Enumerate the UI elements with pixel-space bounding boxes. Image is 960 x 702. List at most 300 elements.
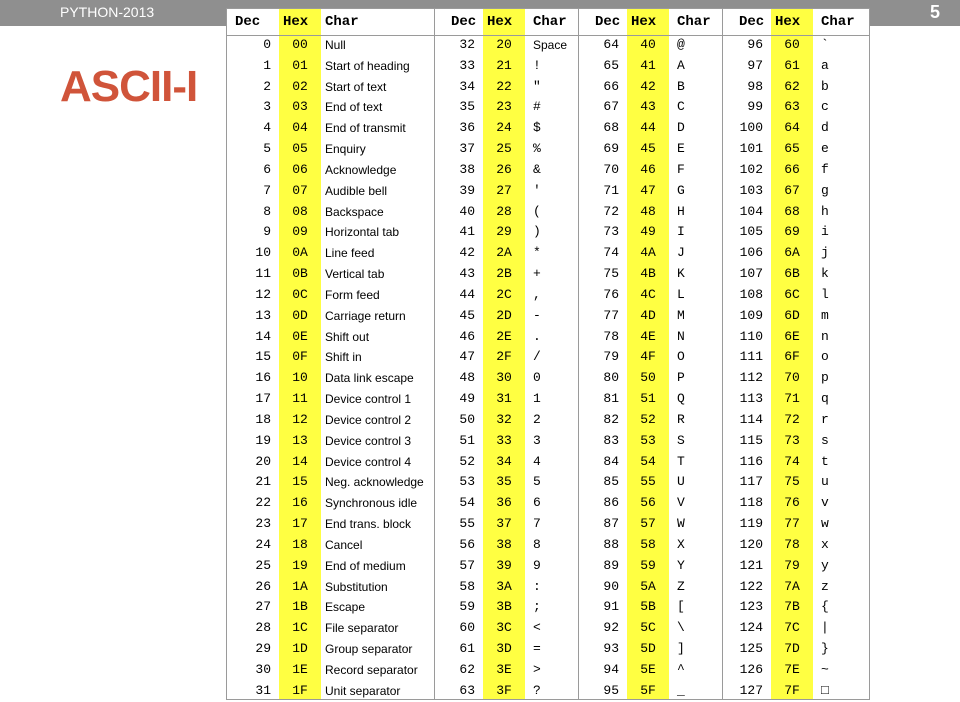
char-value: = bbox=[533, 641, 541, 657]
hex-value: 4E bbox=[640, 328, 656, 344]
char-value: / bbox=[533, 349, 541, 365]
table-row bbox=[435, 285, 578, 306]
hex-value: 6A bbox=[784, 245, 800, 261]
char-value: : bbox=[533, 578, 541, 594]
page-number: 5 bbox=[929, 2, 940, 22]
table-row bbox=[579, 222, 722, 243]
dec-value: 104 bbox=[739, 203, 763, 219]
hex-value: 52 bbox=[640, 411, 656, 427]
table-row bbox=[227, 222, 434, 243]
dec-value: 6 bbox=[263, 161, 271, 177]
dec-value: 64 bbox=[603, 37, 619, 52]
dec-value: 43 bbox=[459, 266, 475, 282]
char-value: t bbox=[821, 453, 829, 469]
dec-value: 108 bbox=[739, 286, 763, 302]
dec-value: 90 bbox=[603, 578, 619, 594]
char-value: , bbox=[533, 286, 541, 302]
table-row bbox=[579, 493, 722, 514]
dec-value: 97 bbox=[747, 57, 763, 73]
hex-value: 24 bbox=[496, 120, 512, 136]
char-value: N bbox=[677, 328, 685, 344]
hex-value: 06 bbox=[292, 161, 308, 177]
dec-value: 27 bbox=[255, 599, 271, 615]
table-row bbox=[723, 577, 869, 598]
char-value: } bbox=[821, 641, 829, 657]
char-value: < bbox=[533, 620, 541, 636]
dec-value: 68 bbox=[603, 120, 619, 136]
dec-value: 35 bbox=[459, 99, 475, 115]
dec-value: 75 bbox=[603, 266, 619, 282]
dec-value: 72 bbox=[603, 203, 619, 219]
hex-value: 7C bbox=[784, 620, 800, 636]
hex-value: 31 bbox=[496, 391, 512, 407]
table-row bbox=[435, 243, 578, 264]
dec-value: 70 bbox=[603, 161, 619, 177]
table-row bbox=[435, 222, 578, 243]
dec-value: 117 bbox=[739, 474, 763, 490]
header-char: Char bbox=[325, 14, 359, 30]
hex-value: 2C bbox=[496, 286, 512, 302]
table-row bbox=[723, 556, 869, 577]
hex-value: 10 bbox=[292, 370, 308, 386]
dec-value: 92 bbox=[603, 620, 619, 636]
table-row bbox=[227, 56, 434, 77]
table-row bbox=[723, 618, 869, 639]
char-value: Cancel bbox=[325, 537, 363, 552]
dec-value: 106 bbox=[739, 245, 763, 261]
char-value: u bbox=[821, 474, 829, 490]
dec-value: 8 bbox=[263, 203, 271, 219]
char-value: Device control 1 bbox=[325, 392, 412, 407]
table-row bbox=[227, 681, 434, 702]
table-header-row bbox=[723, 9, 869, 36]
hex-value: 09 bbox=[292, 224, 308, 240]
char-value: \ bbox=[677, 620, 685, 636]
char-value: Unit separator bbox=[325, 683, 401, 698]
hex-value: 4A bbox=[640, 245, 656, 261]
table-row bbox=[227, 139, 434, 160]
hex-value: 54 bbox=[640, 453, 656, 469]
slide-title: ASCII-I bbox=[60, 62, 198, 111]
char-value: @ bbox=[677, 37, 685, 52]
dec-value: 42 bbox=[459, 245, 475, 261]
table-header-row bbox=[435, 9, 578, 36]
char-value: 9 bbox=[533, 557, 541, 573]
dec-value: 50 bbox=[459, 411, 475, 427]
char-value: 3 bbox=[533, 432, 541, 448]
hex-value: 64 bbox=[784, 120, 800, 136]
dec-value: 55 bbox=[459, 516, 475, 532]
table-row bbox=[435, 681, 578, 702]
char-value: s bbox=[821, 432, 829, 448]
char-value: End of text bbox=[325, 100, 383, 115]
dec-value: 49 bbox=[459, 391, 475, 407]
char-value: l bbox=[821, 286, 829, 302]
dec-value: 34 bbox=[459, 78, 475, 94]
hex-value: 78 bbox=[784, 536, 800, 552]
hex-value: 51 bbox=[640, 391, 656, 407]
char-value: A bbox=[677, 57, 685, 73]
hex-value: 0D bbox=[292, 307, 308, 323]
dec-value: 84 bbox=[603, 453, 619, 469]
char-value: 0 bbox=[533, 370, 541, 386]
char-value: a bbox=[821, 57, 829, 73]
dec-value: 21 bbox=[255, 474, 271, 490]
hex-value: 1A bbox=[292, 578, 308, 594]
hex-value: 2F bbox=[496, 349, 512, 365]
dec-value: 91 bbox=[603, 599, 619, 615]
dec-value: 5 bbox=[263, 141, 271, 157]
table-row bbox=[435, 431, 578, 452]
char-value: Escape bbox=[325, 600, 366, 615]
header-dec: Dec bbox=[595, 14, 621, 30]
table-row bbox=[723, 472, 869, 493]
table-row bbox=[723, 222, 869, 243]
table-row bbox=[579, 597, 722, 618]
hex-value: 76 bbox=[784, 495, 800, 511]
dec-value: 60 bbox=[459, 620, 475, 636]
table-row bbox=[435, 77, 578, 98]
table-row bbox=[227, 660, 434, 681]
dec-value: 73 bbox=[603, 224, 619, 240]
hex-value: 48 bbox=[640, 203, 656, 219]
hex-value: 6D bbox=[784, 307, 800, 323]
char-value: 6 bbox=[533, 495, 541, 511]
dec-value: 24 bbox=[255, 536, 271, 552]
hex-value: 25 bbox=[496, 141, 512, 157]
dec-value: 44 bbox=[459, 286, 475, 302]
dec-value: 54 bbox=[459, 495, 475, 511]
char-value: ' bbox=[533, 182, 541, 198]
table-row bbox=[227, 264, 434, 285]
char-value: Backspace bbox=[325, 204, 384, 219]
hex-value: 5A bbox=[640, 578, 656, 594]
char-value: Line feed bbox=[325, 246, 375, 261]
table-row bbox=[723, 35, 869, 56]
hex-value: 5F bbox=[640, 682, 656, 698]
hex-value: 5B bbox=[640, 599, 656, 615]
char-value: d bbox=[821, 120, 829, 136]
char-value: i bbox=[821, 224, 829, 240]
char-value: 1 bbox=[533, 391, 541, 407]
hex-value: 57 bbox=[640, 516, 656, 532]
char-value: z bbox=[821, 578, 829, 594]
table-row bbox=[723, 139, 869, 160]
hex-value: 41 bbox=[640, 57, 656, 73]
char-value: V bbox=[677, 495, 685, 511]
table-block bbox=[579, 9, 723, 699]
table-row bbox=[435, 306, 578, 327]
table-row bbox=[435, 410, 578, 431]
table-header-row bbox=[579, 9, 722, 36]
table-row bbox=[579, 77, 722, 98]
table-row bbox=[723, 285, 869, 306]
header-char: Char bbox=[677, 14, 711, 30]
dec-value: 51 bbox=[459, 432, 475, 448]
dec-value: 82 bbox=[603, 411, 619, 427]
hex-value: 27 bbox=[496, 182, 512, 198]
hex-value: 3E bbox=[496, 661, 512, 677]
hex-value: 63 bbox=[784, 99, 800, 115]
table-row bbox=[579, 35, 722, 56]
hex-value: 38 bbox=[496, 536, 512, 552]
hex-value: 2B bbox=[496, 266, 512, 282]
table-row bbox=[579, 327, 722, 348]
table-row bbox=[579, 618, 722, 639]
hex-value: 53 bbox=[640, 432, 656, 448]
char-value: { bbox=[821, 599, 829, 615]
dec-value: 83 bbox=[603, 432, 619, 448]
table-row bbox=[723, 660, 869, 681]
dec-value: 113 bbox=[739, 391, 763, 407]
table-row bbox=[227, 639, 434, 660]
char-value: # bbox=[533, 99, 541, 115]
table-row bbox=[723, 452, 869, 473]
dec-value: 101 bbox=[739, 141, 763, 157]
char-value: > bbox=[533, 661, 541, 677]
char-value: 8 bbox=[533, 536, 541, 552]
dec-value: 62 bbox=[459, 661, 475, 677]
table-row bbox=[579, 535, 722, 556]
table-row bbox=[723, 181, 869, 202]
table-row bbox=[227, 556, 434, 577]
dec-value: 22 bbox=[255, 495, 271, 511]
table-row bbox=[227, 181, 434, 202]
hex-value: 56 bbox=[640, 495, 656, 511]
hex-value: 0A bbox=[292, 245, 308, 261]
hex-value: 6C bbox=[784, 286, 800, 302]
hex-value: 01 bbox=[292, 57, 308, 73]
hex-value: 04 bbox=[292, 120, 308, 136]
dec-value: 99 bbox=[747, 99, 763, 115]
char-value: J bbox=[677, 245, 685, 261]
hex-value: 79 bbox=[784, 557, 800, 573]
dec-value: 115 bbox=[739, 432, 763, 448]
hex-value: 2E bbox=[496, 328, 512, 344]
hex-value: 39 bbox=[496, 557, 512, 573]
char-value: _ bbox=[677, 682, 685, 698]
table-row bbox=[227, 535, 434, 556]
table-row bbox=[723, 264, 869, 285]
dec-value: 53 bbox=[459, 474, 475, 490]
char-value: % bbox=[533, 141, 541, 157]
hex-value: 3B bbox=[496, 599, 512, 615]
dec-value: 65 bbox=[603, 57, 619, 73]
hex-value: 1C bbox=[292, 620, 308, 636]
char-value: $ bbox=[533, 120, 541, 136]
char-value: X bbox=[677, 536, 685, 552]
table-row bbox=[435, 597, 578, 618]
hex-value: 32 bbox=[496, 411, 512, 427]
dec-value: 46 bbox=[459, 328, 475, 344]
char-value: Device control 2 bbox=[325, 412, 412, 427]
table-row bbox=[435, 618, 578, 639]
hex-value: 77 bbox=[784, 516, 800, 532]
char-value: Q bbox=[677, 391, 685, 407]
dec-value: 48 bbox=[459, 370, 475, 386]
hex-value: 12 bbox=[292, 411, 308, 427]
table-row bbox=[579, 410, 722, 431]
dec-value: 112 bbox=[739, 370, 763, 386]
hex-value: 33 bbox=[496, 432, 512, 448]
table-row bbox=[227, 327, 434, 348]
hex-value: 2D bbox=[496, 307, 512, 323]
table-row bbox=[435, 493, 578, 514]
char-value: Enquiry bbox=[325, 142, 366, 157]
table-row bbox=[579, 202, 722, 223]
table-row bbox=[227, 431, 434, 452]
char-value: ~ bbox=[821, 661, 829, 677]
dec-value: 74 bbox=[603, 245, 619, 261]
char-value: - bbox=[533, 307, 541, 323]
table-row bbox=[579, 306, 722, 327]
table-row bbox=[435, 389, 578, 410]
dec-value: 107 bbox=[739, 266, 763, 282]
dec-value: 122 bbox=[739, 578, 763, 594]
char-value: □ bbox=[821, 682, 829, 698]
char-value: W bbox=[677, 516, 685, 532]
char-value: End of medium bbox=[325, 558, 406, 573]
hex-value: 75 bbox=[784, 474, 800, 490]
table-row bbox=[579, 285, 722, 306]
table-row bbox=[723, 639, 869, 660]
hex-value: 02 bbox=[292, 78, 308, 94]
table-row bbox=[227, 35, 434, 56]
table-row bbox=[435, 202, 578, 223]
char-value: ^ bbox=[677, 661, 685, 677]
hex-value: 58 bbox=[640, 536, 656, 552]
hex-value: 14 bbox=[292, 453, 308, 469]
char-value: Carriage return bbox=[325, 308, 406, 323]
dec-value: 37 bbox=[459, 141, 475, 157]
hex-value: 4B bbox=[640, 266, 656, 282]
dec-value: 118 bbox=[739, 495, 763, 511]
dec-value: 127 bbox=[739, 682, 763, 698]
hex-value: 15 bbox=[292, 474, 308, 490]
char-value: c bbox=[821, 99, 829, 115]
hex-value: 07 bbox=[292, 182, 308, 198]
dec-value: 116 bbox=[739, 453, 763, 469]
hex-value: 0F bbox=[292, 349, 308, 365]
dec-value: 66 bbox=[603, 78, 619, 94]
dec-value: 80 bbox=[603, 370, 619, 386]
hex-value: 5D bbox=[640, 641, 656, 657]
table-row bbox=[723, 77, 869, 98]
dec-value: 61 bbox=[459, 641, 475, 657]
header-hex: Hex bbox=[487, 14, 513, 30]
hex-value: 4F bbox=[640, 349, 656, 365]
char-value: 5 bbox=[533, 474, 541, 490]
table-row bbox=[723, 160, 869, 181]
hex-value: 18 bbox=[292, 536, 308, 552]
table-row bbox=[227, 306, 434, 327]
table-row bbox=[579, 514, 722, 535]
dec-value: 120 bbox=[739, 536, 763, 552]
char-value: F bbox=[677, 161, 685, 177]
hex-value: 3C bbox=[496, 620, 512, 636]
hex-value: 19 bbox=[292, 557, 308, 573]
dec-value: 100 bbox=[739, 120, 763, 136]
table-block bbox=[723, 9, 869, 699]
hex-value: 65 bbox=[784, 141, 800, 157]
char-value: Horizontal tab bbox=[325, 225, 400, 240]
dec-value: 12 bbox=[255, 286, 271, 302]
char-value: ] bbox=[677, 641, 685, 657]
table-row bbox=[723, 493, 869, 514]
char-value: Neg. acknowledge bbox=[325, 475, 424, 490]
dec-value: 96 bbox=[747, 37, 763, 52]
dec-value: 69 bbox=[603, 141, 619, 157]
hex-value: 72 bbox=[784, 411, 800, 427]
dec-value: 126 bbox=[739, 661, 763, 677]
table-row bbox=[227, 97, 434, 118]
char-value: I bbox=[677, 224, 685, 240]
table-row bbox=[435, 139, 578, 160]
char-value: Form feed bbox=[325, 287, 380, 302]
dec-value: 63 bbox=[459, 682, 475, 698]
char-value: P bbox=[677, 370, 685, 386]
table-row bbox=[723, 431, 869, 452]
hex-value: 22 bbox=[496, 78, 512, 94]
hex-value: 43 bbox=[640, 99, 656, 115]
hex-value: 13 bbox=[292, 432, 308, 448]
hex-value: 21 bbox=[496, 57, 512, 73]
char-value: ! bbox=[533, 57, 541, 73]
char-value: M bbox=[677, 307, 685, 323]
table-row bbox=[227, 202, 434, 223]
char-value: B bbox=[677, 78, 685, 94]
table-row bbox=[723, 535, 869, 556]
dec-value: 20 bbox=[255, 453, 271, 469]
char-value: 2 bbox=[533, 411, 541, 427]
dec-value: 47 bbox=[459, 349, 475, 365]
dec-value: 31 bbox=[255, 682, 271, 698]
dec-value: 79 bbox=[603, 349, 619, 365]
dec-value: 23 bbox=[255, 516, 271, 532]
char-value: g bbox=[821, 182, 829, 198]
char-value: 7 bbox=[533, 516, 541, 532]
table-row bbox=[227, 577, 434, 598]
dec-value: 102 bbox=[739, 161, 763, 177]
dec-value: 121 bbox=[739, 557, 763, 573]
dec-value: 114 bbox=[739, 411, 763, 427]
dec-value: 123 bbox=[739, 599, 763, 615]
table-header-row bbox=[227, 9, 434, 36]
table-row bbox=[579, 243, 722, 264]
char-value: . bbox=[533, 328, 541, 344]
char-value: O bbox=[677, 349, 685, 365]
dec-value: 81 bbox=[603, 391, 619, 407]
char-value: Group separator bbox=[325, 642, 413, 657]
hex-value: 3F bbox=[496, 682, 512, 698]
char-value: n bbox=[821, 328, 829, 344]
hex-value: 1D bbox=[292, 641, 308, 657]
hex-value: 46 bbox=[640, 161, 656, 177]
char-value: w bbox=[821, 516, 829, 532]
char-value: Device control 4 bbox=[325, 454, 412, 469]
char-value: * bbox=[533, 245, 541, 261]
char-value: Audible bell bbox=[325, 183, 388, 198]
char-value: E bbox=[677, 141, 685, 157]
dec-value: 94 bbox=[603, 661, 619, 677]
hex-value: 36 bbox=[496, 495, 512, 511]
table-row bbox=[579, 472, 722, 493]
dec-value: 57 bbox=[459, 557, 475, 573]
char-value: Data link escape bbox=[325, 371, 414, 386]
table-row bbox=[435, 118, 578, 139]
char-value: y bbox=[821, 557, 829, 573]
dec-value: 85 bbox=[603, 474, 619, 490]
